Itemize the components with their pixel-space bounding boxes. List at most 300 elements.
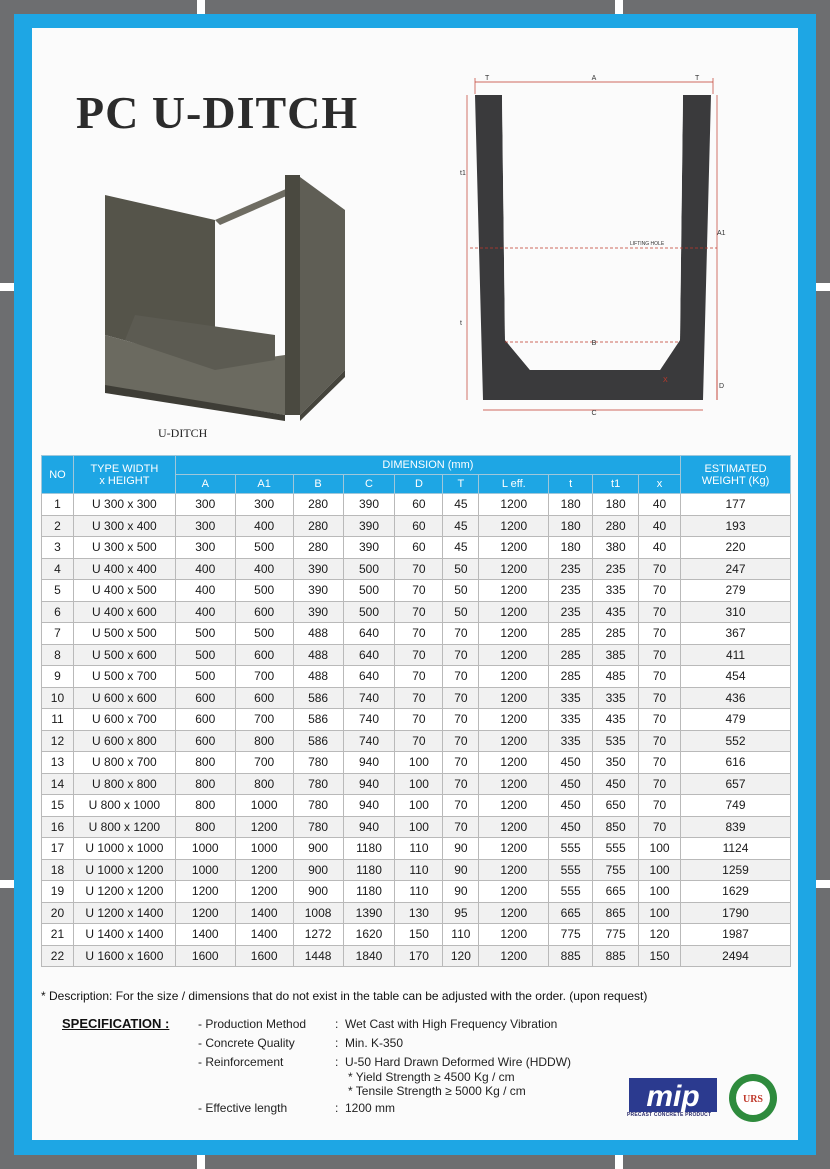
table-cell: 45 bbox=[443, 537, 479, 559]
table-cell: 100 bbox=[395, 752, 443, 774]
table-cell: 600 bbox=[235, 644, 293, 666]
table-cell: 70 bbox=[639, 773, 681, 795]
table-cell: U 500 x 700 bbox=[73, 666, 175, 688]
tensile-strength: * Tensile Strength ≥ 5000 Kg / cm bbox=[348, 1084, 526, 1098]
table-cell: U 300 x 400 bbox=[73, 515, 175, 537]
table-cell: 385 bbox=[593, 644, 639, 666]
table-cell: 280 bbox=[293, 515, 343, 537]
table-cell: 1600 bbox=[235, 945, 293, 967]
table-cell: U 400 x 400 bbox=[73, 558, 175, 580]
table-cell: 740 bbox=[343, 709, 395, 731]
table-cell: U 1200 x 1400 bbox=[73, 902, 175, 924]
spec-colon: : bbox=[335, 1101, 339, 1115]
table-cell: 940 bbox=[343, 773, 395, 795]
table-cell: U 600 x 600 bbox=[73, 687, 175, 709]
table-cell: 1259 bbox=[681, 859, 791, 881]
table-cell: 170 bbox=[395, 945, 443, 967]
cross-section-drawing bbox=[455, 70, 735, 420]
table-cell: 1200 bbox=[479, 881, 549, 903]
table-cell: 220 bbox=[681, 537, 791, 559]
table-cell: 700 bbox=[235, 666, 293, 688]
table-cell: 110 bbox=[395, 859, 443, 881]
iso-caption: U-DITCH bbox=[158, 426, 208, 440]
table-row bbox=[42, 945, 791, 967]
header-type-line2: x HEIGHT bbox=[99, 474, 150, 487]
effective-length-value: 1200 mm bbox=[345, 1101, 396, 1115]
table-cell: 1200 bbox=[235, 881, 293, 903]
table-row bbox=[42, 666, 791, 688]
table-cell: 70 bbox=[639, 752, 681, 774]
dim-d-label: D bbox=[719, 383, 725, 390]
table-cell: 665 bbox=[593, 881, 639, 903]
table-cell: 70 bbox=[639, 580, 681, 602]
table-cell: 235 bbox=[549, 580, 593, 602]
table-cell: 11 bbox=[42, 709, 74, 731]
dim-t-label-right: T bbox=[695, 75, 700, 82]
table-cell: 45 bbox=[443, 515, 479, 537]
table-cell: 40 bbox=[639, 494, 681, 516]
table-cell: 70 bbox=[395, 644, 443, 666]
table-cell: 586 bbox=[293, 730, 343, 752]
table-cell: 390 bbox=[293, 580, 343, 602]
table-cell: 865 bbox=[593, 902, 639, 924]
table-cell: 1200 bbox=[479, 709, 549, 731]
table-cell: 100 bbox=[395, 816, 443, 838]
cert-mark: URS bbox=[742, 1094, 764, 1105]
table-cell: 1200 bbox=[479, 902, 549, 924]
table-cell: 335 bbox=[593, 580, 639, 602]
table-cell: 390 bbox=[293, 558, 343, 580]
table-cell: 485 bbox=[593, 666, 639, 688]
column-header: L eff. bbox=[479, 475, 549, 494]
dim-c-label: C bbox=[591, 410, 597, 417]
table-cell: 380 bbox=[593, 537, 639, 559]
table-cell: 40 bbox=[639, 515, 681, 537]
column-header: B bbox=[293, 475, 343, 494]
table-cell: 600 bbox=[175, 730, 235, 752]
table-cell: 800 bbox=[175, 795, 235, 817]
column-header: D bbox=[395, 475, 443, 494]
table-cell: 555 bbox=[593, 838, 639, 860]
table-cell: 70 bbox=[639, 816, 681, 838]
header-weight-line1: ESTIMATED bbox=[704, 462, 767, 475]
table-cell: 780 bbox=[293, 795, 343, 817]
table-cell: 180 bbox=[549, 537, 593, 559]
table-cell: U 1400 x 1400 bbox=[73, 924, 175, 946]
column-header: t bbox=[549, 475, 593, 494]
table-row bbox=[42, 752, 791, 774]
header-type-line1: TYPE WIDTH bbox=[90, 462, 159, 475]
table-cell: 70 bbox=[443, 795, 479, 817]
table-cell: 450 bbox=[549, 816, 593, 838]
table-cell: 640 bbox=[343, 623, 395, 645]
table-cell: 500 bbox=[235, 623, 293, 645]
table-cell: 780 bbox=[293, 816, 343, 838]
table-cell: 885 bbox=[549, 945, 593, 967]
table-cell: 335 bbox=[549, 709, 593, 731]
table-cell: 7 bbox=[42, 623, 74, 645]
table-row bbox=[42, 859, 791, 881]
table-cell: 70 bbox=[443, 730, 479, 752]
table-cell: 616 bbox=[681, 752, 791, 774]
table-cell: 1180 bbox=[343, 881, 395, 903]
table-cell: 1200 bbox=[479, 515, 549, 537]
table-cell: 70 bbox=[443, 644, 479, 666]
table-cell: 450 bbox=[549, 752, 593, 774]
dim-t-small-label: t bbox=[460, 320, 462, 327]
table-row bbox=[42, 902, 791, 924]
table-cell: 70 bbox=[395, 709, 443, 731]
table-cell: 775 bbox=[549, 924, 593, 946]
table-cell: 100 bbox=[639, 902, 681, 924]
production-method-value: Wet Cast with High Frequency Vibration bbox=[345, 1017, 558, 1031]
dim-t-label: T bbox=[485, 75, 490, 82]
table-cell: 1790 bbox=[681, 902, 791, 924]
table-cell: 665 bbox=[549, 902, 593, 924]
effective-length-label: - Effective length bbox=[198, 1101, 288, 1115]
table-cell: 1200 bbox=[479, 494, 549, 516]
table-cell: 650 bbox=[593, 795, 639, 817]
table-cell: 280 bbox=[293, 494, 343, 516]
table-cell: 775 bbox=[593, 924, 639, 946]
table-cell: 800 bbox=[235, 730, 293, 752]
urs-certification-seal bbox=[728, 1073, 778, 1123]
table-cell: 20 bbox=[42, 902, 74, 924]
table-cell: U 600 x 700 bbox=[73, 709, 175, 731]
table-cell: 390 bbox=[293, 601, 343, 623]
table-cell: 1620 bbox=[343, 924, 395, 946]
table-cell: 70 bbox=[639, 558, 681, 580]
table-cell: 780 bbox=[293, 752, 343, 774]
table-cell: 70 bbox=[443, 666, 479, 688]
table-cell: 479 bbox=[681, 709, 791, 731]
table-cell: 110 bbox=[395, 838, 443, 860]
production-method-label: - Production Method bbox=[198, 1017, 307, 1031]
table-cell: 280 bbox=[593, 515, 639, 537]
table-cell: 1180 bbox=[343, 859, 395, 881]
table-cell: 749 bbox=[681, 795, 791, 817]
table-row bbox=[42, 773, 791, 795]
table-row bbox=[42, 644, 791, 666]
table-cell: U 800 x 700 bbox=[73, 752, 175, 774]
table-cell: 70 bbox=[639, 644, 681, 666]
table-row bbox=[42, 816, 791, 838]
table-cell: 555 bbox=[549, 838, 593, 860]
dim-t1-label: t1 bbox=[460, 170, 466, 177]
table-cell: 700 bbox=[235, 709, 293, 731]
column-header: A1 bbox=[235, 475, 293, 494]
header-weight-line2: WEIGHT (Kg) bbox=[701, 474, 770, 487]
table-row bbox=[42, 494, 791, 516]
table-cell: 180 bbox=[549, 515, 593, 537]
table-cell: 70 bbox=[639, 687, 681, 709]
table-cell: 110 bbox=[395, 881, 443, 903]
table-cell: 640 bbox=[343, 644, 395, 666]
table-cell: 586 bbox=[293, 709, 343, 731]
table-cell: 800 bbox=[175, 773, 235, 795]
table-cell: 390 bbox=[343, 494, 395, 516]
table-cell: 50 bbox=[443, 580, 479, 602]
table-cell: 900 bbox=[293, 859, 343, 881]
table-cell: 640 bbox=[343, 666, 395, 688]
table-cell: 235 bbox=[549, 601, 593, 623]
table-cell: 1200 bbox=[235, 859, 293, 881]
table-cell: 390 bbox=[343, 515, 395, 537]
table-cell: 21 bbox=[42, 924, 74, 946]
table-cell: 100 bbox=[639, 881, 681, 903]
table-cell: 488 bbox=[293, 644, 343, 666]
logo-wordmark: mip bbox=[646, 1080, 700, 1113]
table-cell: 15 bbox=[42, 795, 74, 817]
table-cell: 1600 bbox=[175, 945, 235, 967]
table-cell: 70 bbox=[443, 623, 479, 645]
table-cell: 1200 bbox=[479, 752, 549, 774]
table-cell: 70 bbox=[443, 816, 479, 838]
table-cell: 600 bbox=[175, 687, 235, 709]
table-cell: 940 bbox=[343, 816, 395, 838]
table-cell: 1000 bbox=[235, 795, 293, 817]
table-cell: U 500 x 600 bbox=[73, 644, 175, 666]
table-row bbox=[42, 601, 791, 623]
table-cell: 285 bbox=[593, 623, 639, 645]
table-cell: 177 bbox=[681, 494, 791, 516]
table-cell: 70 bbox=[395, 623, 443, 645]
table-cell: 1200 bbox=[479, 795, 549, 817]
table-cell: 1200 bbox=[175, 902, 235, 924]
table-cell: 285 bbox=[549, 623, 593, 645]
table-cell: 400 bbox=[235, 558, 293, 580]
page-title: PC U-DITCH bbox=[76, 87, 359, 138]
description-note: * Description: For the size / dimensions that do not exist in the table can be adjusted with the order. (upon request) bbox=[41, 989, 648, 1003]
table-cell: 70 bbox=[639, 795, 681, 817]
column-header: C bbox=[343, 475, 395, 494]
table-cell: 19 bbox=[42, 881, 74, 903]
table-row bbox=[42, 881, 791, 903]
table-cell: 1840 bbox=[343, 945, 395, 967]
table-cell: 13 bbox=[42, 752, 74, 774]
table-cell: 800 bbox=[175, 816, 235, 838]
table-cell: 110 bbox=[443, 924, 479, 946]
table-cell: 1390 bbox=[343, 902, 395, 924]
table-cell: 740 bbox=[343, 730, 395, 752]
concrete-quality-value: Min. K-350 bbox=[345, 1036, 404, 1050]
table-cell: U 400 x 500 bbox=[73, 580, 175, 602]
table-cell: 1200 bbox=[479, 666, 549, 688]
table-row bbox=[42, 687, 791, 709]
table-cell: 850 bbox=[593, 816, 639, 838]
table-cell: 1629 bbox=[681, 881, 791, 903]
dim-x-label: X bbox=[663, 377, 668, 384]
table-cell: 10 bbox=[42, 687, 74, 709]
table-cell: 1272 bbox=[293, 924, 343, 946]
table-cell: 70 bbox=[395, 580, 443, 602]
table-cell: 22 bbox=[42, 945, 74, 967]
spec-colon: : bbox=[335, 1017, 339, 1031]
table-cell: 1200 bbox=[479, 687, 549, 709]
table-cell: 390 bbox=[343, 537, 395, 559]
table-cell: 435 bbox=[593, 709, 639, 731]
logo-subtitle: PRECAST CONCRETE PRODUCT bbox=[627, 1112, 712, 1118]
table-cell: 1200 bbox=[479, 838, 549, 860]
table-cell: U 300 x 500 bbox=[73, 537, 175, 559]
table-row bbox=[42, 623, 791, 645]
dim-a-label: A bbox=[591, 75, 597, 82]
table-cell: 45 bbox=[443, 494, 479, 516]
table-cell: 657 bbox=[681, 773, 791, 795]
reinforcement-value: U-50 Hard Drawn Deformed Wire (HDDW) bbox=[345, 1055, 572, 1069]
table-cell: 70 bbox=[395, 558, 443, 580]
table-cell: 1200 bbox=[479, 859, 549, 881]
table-cell: U 1600 x 1600 bbox=[73, 945, 175, 967]
column-header: A bbox=[175, 475, 235, 494]
table-cell: 1124 bbox=[681, 838, 791, 860]
table-cell: 1000 bbox=[235, 838, 293, 860]
table-cell: 839 bbox=[681, 816, 791, 838]
table-cell: 800 bbox=[235, 773, 293, 795]
specification-heading: SPECIFICATION : bbox=[62, 1016, 170, 1031]
table-cell: U 800 x 1000 bbox=[73, 795, 175, 817]
table-cell: 70 bbox=[639, 709, 681, 731]
table-cell: 500 bbox=[343, 601, 395, 623]
table-cell: U 300 x 300 bbox=[73, 494, 175, 516]
dim-a1-label: A1 bbox=[717, 230, 726, 237]
table-cell: 1400 bbox=[235, 924, 293, 946]
table-cell: 1000 bbox=[175, 838, 235, 860]
table-cell: 70 bbox=[395, 730, 443, 752]
table-cell: 400 bbox=[175, 580, 235, 602]
table-cell: 335 bbox=[593, 687, 639, 709]
table-cell: 1448 bbox=[293, 945, 343, 967]
table-cell: 285 bbox=[549, 644, 593, 666]
table-cell: 70 bbox=[639, 666, 681, 688]
table-cell: 488 bbox=[293, 623, 343, 645]
table-cell: 450 bbox=[593, 773, 639, 795]
column-header: x bbox=[639, 475, 681, 494]
table-cell: 1200 bbox=[479, 623, 549, 645]
table-cell: 1200 bbox=[479, 644, 549, 666]
table-cell: 70 bbox=[443, 752, 479, 774]
table-cell: 100 bbox=[639, 859, 681, 881]
table-cell: 100 bbox=[395, 795, 443, 817]
table-cell: U 500 x 500 bbox=[73, 623, 175, 645]
table-cell: 1180 bbox=[343, 838, 395, 860]
table-cell: 500 bbox=[175, 666, 235, 688]
dim-b-label: B bbox=[591, 340, 597, 347]
table-cell: 300 bbox=[175, 494, 235, 516]
table-cell: 60 bbox=[395, 494, 443, 516]
reinforcement-label: - Reinforcement bbox=[198, 1055, 284, 1069]
table-cell: 300 bbox=[175, 537, 235, 559]
table-cell: 70 bbox=[395, 601, 443, 623]
table-cell: 180 bbox=[593, 494, 639, 516]
table-row bbox=[42, 515, 791, 537]
table-row bbox=[42, 924, 791, 946]
table-cell: 335 bbox=[549, 687, 593, 709]
table-row bbox=[42, 558, 791, 580]
table-cell: 100 bbox=[395, 773, 443, 795]
table-cell: 150 bbox=[639, 945, 681, 967]
table-cell: 70 bbox=[443, 687, 479, 709]
table-cell: 500 bbox=[175, 623, 235, 645]
table-cell: 60 bbox=[395, 515, 443, 537]
header-no: NO bbox=[42, 456, 74, 494]
table-cell: 500 bbox=[175, 644, 235, 666]
table-cell: 500 bbox=[343, 558, 395, 580]
table-cell: 400 bbox=[235, 515, 293, 537]
table-cell: 2494 bbox=[681, 945, 791, 967]
table-cell: 60 bbox=[395, 537, 443, 559]
table-cell: 17 bbox=[42, 838, 74, 860]
table-cell: 1200 bbox=[479, 558, 549, 580]
table-cell: 600 bbox=[235, 601, 293, 623]
table-cell: 500 bbox=[235, 580, 293, 602]
table-cell: 18 bbox=[42, 859, 74, 881]
table-cell: 70 bbox=[395, 666, 443, 688]
table-cell: 14 bbox=[42, 773, 74, 795]
table-cell: 450 bbox=[549, 773, 593, 795]
table-cell: 940 bbox=[343, 752, 395, 774]
table-cell: 1200 bbox=[479, 730, 549, 752]
table-cell: 600 bbox=[175, 709, 235, 731]
table-cell: 400 bbox=[175, 601, 235, 623]
table-cell: 180 bbox=[549, 494, 593, 516]
table-cell: 740 bbox=[343, 687, 395, 709]
table-cell: 70 bbox=[395, 687, 443, 709]
table-cell: 300 bbox=[235, 494, 293, 516]
table-cell: 16 bbox=[42, 816, 74, 838]
table-cell: 310 bbox=[681, 601, 791, 623]
header-dimension: DIMENSION (mm) bbox=[175, 456, 680, 475]
table-cell: 90 bbox=[443, 859, 479, 881]
table-cell: 500 bbox=[235, 537, 293, 559]
table-row bbox=[42, 709, 791, 731]
concrete-quality-label: - Concrete Quality bbox=[198, 1036, 295, 1050]
table-cell: 130 bbox=[395, 902, 443, 924]
table-cell: 95 bbox=[443, 902, 479, 924]
table-cell: 600 bbox=[235, 687, 293, 709]
table-cell: 6 bbox=[42, 601, 74, 623]
table-cell: 235 bbox=[549, 558, 593, 580]
table-row bbox=[42, 537, 791, 559]
table-row bbox=[42, 795, 791, 817]
table-cell: 1200 bbox=[479, 537, 549, 559]
spec-colon: : bbox=[335, 1055, 339, 1069]
table-cell: 70 bbox=[443, 773, 479, 795]
table-cell: 285 bbox=[549, 666, 593, 688]
table-cell: 335 bbox=[549, 730, 593, 752]
table-cell: 885 bbox=[593, 945, 639, 967]
table-cell: 1200 bbox=[235, 816, 293, 838]
table-cell: 350 bbox=[593, 752, 639, 774]
table-cell: 1200 bbox=[175, 881, 235, 903]
table-cell: U 600 x 800 bbox=[73, 730, 175, 752]
header-type bbox=[73, 456, 175, 494]
table-cell: U 1200 x 1200 bbox=[73, 881, 175, 903]
table-cell: 1200 bbox=[479, 773, 549, 795]
table-cell: 1400 bbox=[175, 924, 235, 946]
table-cell: 70 bbox=[639, 601, 681, 623]
table-cell: 586 bbox=[293, 687, 343, 709]
table-cell: 247 bbox=[681, 558, 791, 580]
table-cell: 1200 bbox=[479, 945, 549, 967]
table-cell: 50 bbox=[443, 601, 479, 623]
table-cell: 436 bbox=[681, 687, 791, 709]
spec-colon: : bbox=[335, 1036, 339, 1050]
table-cell: 9 bbox=[42, 666, 74, 688]
table-cell: 4 bbox=[42, 558, 74, 580]
table-cell: 1008 bbox=[293, 902, 343, 924]
table-cell: 900 bbox=[293, 838, 343, 860]
